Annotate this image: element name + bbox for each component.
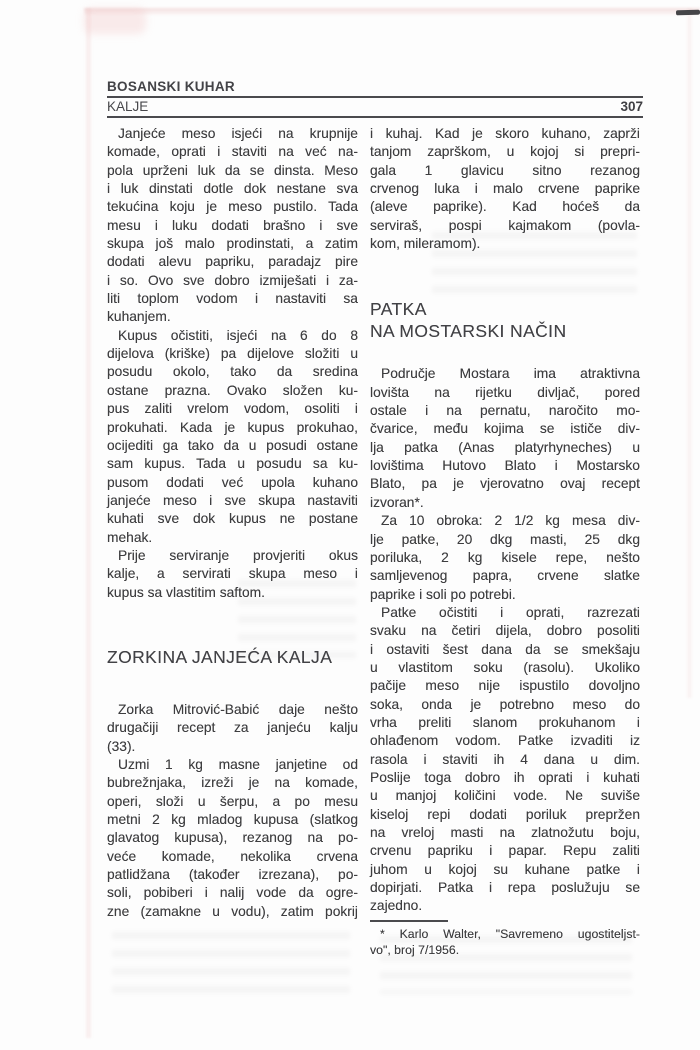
paragraph-serving (107, 547, 358, 602)
text-line: samljevenog papra, crvene slatke (370, 568, 640, 584)
text-line: paprike i soli po potrebi. (370, 586, 516, 602)
text-line: (aleve paprike). Kad hoćeš da (370, 199, 640, 215)
text-line: Blato, pa je vjerovatno ovaj recept (370, 476, 640, 492)
paragraph-mostar-intro (370, 365, 640, 512)
text-line: Janjeće meso isjeći na krupnije (118, 126, 358, 141)
text-line: kom, mileramom). (370, 236, 481, 252)
scan-mark-dash (676, 10, 700, 15)
text-line: prokuhati. Kada je kupus prokuhao, (107, 419, 358, 435)
text-line: izvoran*. (370, 494, 424, 510)
heading-line: PATKA (370, 299, 427, 320)
ghost-text-smudge (112, 932, 350, 998)
heading-line: ZORKINA JANJEĆA KALJA (107, 646, 333, 667)
text-line: crvenu papriku i papar. Repu zaliti (370, 843, 640, 859)
text-line: svaku na četiri dijela, dobro posoliti (370, 623, 640, 639)
text-line: posudu okolo, tako da sredina (107, 364, 358, 380)
paragraph-duck-preparation (370, 604, 640, 916)
text-line: crvenog luka i malo crvene paprike (370, 181, 640, 197)
book-title: BOSANSKI KUHAR (107, 79, 643, 98)
text-line: Poslije toga dobro ih oprati i kuhati (370, 769, 640, 785)
heading-zorkina-janjeca-kalja (107, 646, 358, 668)
footnote-line: vo", broj 7/1956. (370, 943, 460, 958)
paragraph-kupus (107, 327, 358, 547)
paragraph-zorka-recipe (107, 756, 358, 921)
footnote-line: * Karlo Walter, "Savremeno ugostiteljst- (380, 926, 640, 941)
text-line: i luk dinstati dotle dok nestane sva (107, 181, 358, 197)
text-line: serviraš, pospi kajmakom (povla- (370, 217, 640, 233)
text-line: metni 2 kg mladog kupusa (slatkog (107, 812, 358, 827)
text-line: skupa još malo prodinstati, a zatim (107, 236, 358, 252)
text-line: kiseloj repi dodati poriluk prepržen (370, 806, 640, 822)
text-line: soka, onda je potrebno meso do (370, 696, 640, 712)
page-number: 307 (620, 99, 643, 114)
text-line: kuhati sve dok kupus ne postane (107, 511, 358, 527)
text-line: mesu i luku dodati brašno i sve (107, 217, 358, 233)
text-line: komade, oprati i staviti na već na- (107, 144, 358, 160)
text-line: poriluka, 2 kg kisele repe, nešto (370, 549, 640, 565)
scan-edge-tint-top (84, 8, 700, 15)
text-line: sam kupus. Tada u posudu sa ku- (107, 456, 358, 472)
text-line: liti toplom vodom i nastaviti sa (107, 291, 358, 307)
paragraph-ingredients (370, 512, 640, 604)
text-line: lovišta na rijetku divljač, pored (370, 384, 640, 400)
text-line: lja patka (Anas platyrhyneches) u (370, 439, 640, 455)
text-line: čvarice, među kojima se ističe div- (370, 421, 640, 437)
text-line: tekućina koju je meso pustilo. Tada (107, 199, 358, 215)
text-line: bubrežnjaka, izreži je na komade, (107, 775, 358, 791)
text-line: Patke očistiti i oprati, razrezati (381, 604, 640, 620)
text-line: lje patke, 20 dkg masti, 25 dkg (370, 531, 640, 547)
text-line: u manjoj količini vode. Ne suviše (370, 788, 640, 804)
text-line: juhom u kojoj su kuhane patke i (370, 861, 640, 877)
text-line: Kupus očistiti, isjeći na 6 do 8 (118, 327, 358, 343)
text-line: kupus sa vlastitim saftom. (107, 584, 265, 600)
running-header (107, 79, 643, 118)
text-line: i kuhaj. Kad je skoro kuhano, zaprži (370, 126, 640, 141)
text-line: pola uprženi luk da se dinsta. Meso (107, 162, 358, 178)
text-line: i ostaviti šest dana da se smekšaju (370, 641, 640, 657)
text-line: ostale i na pernatu, naročito mo- (370, 403, 640, 419)
text-line: patlidžana (također izrezana), po- (107, 867, 358, 883)
text-line: dodati alevu papriku, paradajz pire (107, 254, 358, 270)
text-line: i so. Ovo sve dobro izmiješati i za- (107, 272, 358, 288)
text-line: soli, pobiberi i nalij vode da ogre- (107, 885, 358, 901)
text-line: zajedno. (370, 898, 423, 914)
text-line: ohlađenom vodom. Patke izvaditi iz (370, 733, 640, 749)
text-line: tanjom zaprškom, u kojoj si prepri- (370, 144, 640, 160)
paragraph-zorka-intro (107, 701, 358, 756)
text-line: Uzmi 1 kg masne janjetine od (118, 756, 358, 772)
heading-patka-na-mostarski-nacin (370, 298, 640, 342)
text-line: Prije serviranje provjeriti okus (118, 547, 358, 563)
text-line: rasola i staviti ih 4 dana u dim. (370, 751, 640, 767)
text-line: dopirjati. Patka i repa poslužuju se (370, 880, 640, 896)
text-line: dijelova (kriške) pa dijelove složiti u (107, 346, 358, 362)
text-line: mehak. (107, 529, 153, 545)
text-line: (33). (107, 738, 136, 754)
heading-line: NA MOSTARSKI NAČIN (370, 321, 567, 342)
text-line: lovištima Hutovo Blato i Mostarsko (370, 458, 640, 474)
text-line: glavatog kupusa), rezanog na po- (107, 830, 358, 846)
text-line: pusom dodati već upola kuhano (107, 474, 358, 490)
chapter-title: KALJE (107, 99, 149, 114)
text-line: pus zaliti vrelom vodom, osoliti i (107, 401, 358, 417)
text-line: ocijediti ga tako da u posudi ostane (107, 437, 358, 453)
text-line: janjeće meso i sve skupa nastaviti (107, 492, 358, 508)
text-line: u vlastitom soku (rasolu). Ukoliko (370, 659, 640, 675)
text-line: na vreloj masti na zlatnožutu boju, (370, 825, 640, 840)
text-line: operi, složi u šerpu, a po mesu (107, 793, 358, 809)
text-line: Područje Mostara ima atraktivna (381, 366, 640, 382)
text-line: vrha preliti slanom prokuhanom i (370, 714, 640, 730)
text-line: veće komade, nekolika crvena (107, 848, 358, 864)
right-text-column (370, 125, 640, 959)
text-line: gala 1 glavicu sitno rezanog (370, 162, 640, 178)
text-line: kuhanjem. (107, 309, 171, 325)
text-line: drugačiji recept za janjeću kalju (107, 720, 358, 736)
left-text-column (107, 125, 358, 921)
footnote-karlo-walter (370, 920, 640, 959)
text-line: ostane prazna. Ovako složen ku- (107, 382, 358, 398)
footnote-rule (370, 920, 448, 922)
text-line: Za 10 obroka: 2 1/2 kg mesa div- (381, 513, 640, 529)
scan-edge-tint-right (687, 8, 692, 698)
paragraph-kalja-preparation (107, 125, 358, 327)
chapter-row (107, 98, 643, 118)
text-line: kalje, a servirati skupa meso i (107, 566, 358, 582)
paragraph-zorka-recipe-continuation (370, 125, 640, 253)
text-line: zne (zamakne u vodu), zatim pokrij (107, 903, 358, 919)
scan-edge-blush (84, 8, 146, 34)
text-line: pačije meso nije ispustilo dovoljno (370, 678, 640, 694)
text-line: Zorka Mitrović-Babić daje nešto (118, 701, 358, 717)
scan-edge-tint-left (86, 8, 91, 1038)
